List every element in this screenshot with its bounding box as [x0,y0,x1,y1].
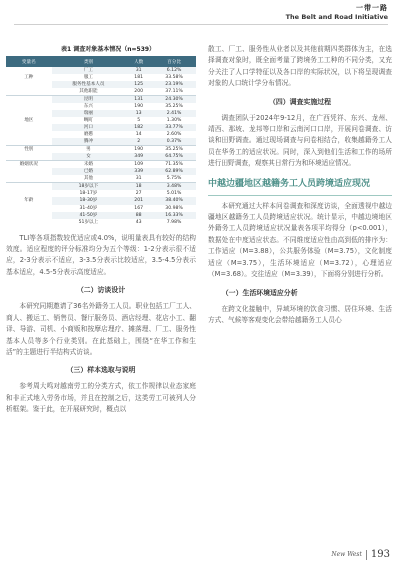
cell-percent: 35.25% [165,104,183,110]
header-column-title: 一带一路 [356,4,388,12]
table-row [6,168,196,175]
cell-percent: 24.30% [152,96,196,104]
table-row [6,67,196,74]
col-header-category: 类别 [52,56,126,67]
table-row [6,197,196,204]
cell-count: 190 [125,146,152,154]
cell-count: 31 [125,67,152,74]
cell-count: 14 [135,132,142,138]
cell-count: 125 [125,81,152,88]
cell-category: 51岁以上 [78,219,99,225]
cell-category: 河口 [52,124,126,131]
col-header-percent: 百分比 [152,56,196,67]
cell-count: 88 [125,212,152,219]
left-paragraph-3: 参考周大鸣对越南劳工的分类方式，依工作规律以业态家庭和非正式地入劳务市场，并且在控制之后，这类劳工可被列人分析框架。鉴于此，在开展研究时，概点以 [6,382,196,414]
cell-variable [6,168,52,175]
header-column-subtitle: The Belt and Road Initiative [285,13,388,21]
right-column [208,44,392,326]
right-paragraph-3: 本研究通过大样本问卷调查和深度访谈，全面透视中越边疆地区越籍务工人员跨境适应状况。统计显示，中越边境地区外籍务工人员跨境适应状况量表各项平均得分（p<0.001），数据处在中度适应状态。不同维度适应性由高到低的排序为：工作适应（M=3.88），公共服务体验（M=3.75），文化制度适应（M=3.75），生活环境适应（M=3.72），心理适应（M=3.68）。交往适应（M=3.39），下面将分别进行分析。 [208,201,392,279]
left-column [6,44,196,416]
cell-category: 东兴 [83,104,94,110]
cell-count: 31 [135,176,142,182]
cell-percent: 0.37% [152,138,196,146]
cell-variable [6,88,52,96]
table-row [6,131,196,138]
table-row [6,212,196,219]
cell-percent: 37.11% [165,89,183,95]
cell-percent: 33.77% [152,124,196,131]
cell-category: 未婚 [52,161,126,169]
table-row [6,183,196,191]
cell-count: 339 [125,168,152,175]
cell-percent: 2.41% [152,110,196,117]
cell-variable [6,190,52,197]
cell-percent: 5.01% [166,191,182,197]
cell-category: 31-40岁 [79,205,98,211]
table-row [6,219,196,226]
cell-percent: 33.58% [165,75,183,81]
cell-percent: 30.98% [165,205,183,211]
cell-variable [6,96,52,104]
cell-variable: 地区 [6,117,52,124]
table-row [6,175,196,183]
cell-count: 18 [125,183,152,191]
right-paragraph-4: 在跨文化接触中，异域环境的饮食习惯、居住环境、生活方式、气候等客观变化会带给越籍务工人员心 [208,304,392,324]
cell-percent: 64.75% [152,153,196,161]
right-paragraph-1: 散工、厂工、服务性从业者以及其他前期四类群体为主，在选择调查对象时，既全面考量了跨境务工工种的不同分类，又充分关注了人口学特征以及各口岸的实际状况，以下将呈现调查对象的人口统计学分布情况。 [208,45,392,88]
cell-count: 2 [125,138,152,146]
cell-variable: 工种 [6,74,52,81]
cell-variable [6,153,52,161]
cell-variable [6,212,52,219]
cell-variable [6,110,52,117]
cell-count: 13 [125,110,152,117]
col-header-count: 人数 [125,56,152,67]
cell-category: 女 [52,153,126,161]
magazine-brand: New West [331,551,362,558]
cell-variable: 年龄 [6,197,52,204]
cell-count: 43 [135,219,142,225]
table-row [6,205,196,212]
table-row [6,124,196,131]
section-title-adaptation: 中越边疆地区越籍务工人员跨境适应现况 [208,178,371,189]
cell-category: 其他职能 [79,89,98,95]
table-row [6,153,196,161]
cell-count: 181 [134,75,144,81]
cell-variable [6,124,52,131]
cell-percent: 3.48% [152,183,196,191]
cell-percent: 23.19% [152,81,196,88]
cell-count: 27 [135,191,142,197]
table-row [6,103,196,110]
col-header-variable: 变量名 [6,56,52,67]
table-row [6,161,196,169]
demographics-table [6,56,196,226]
table-row [6,146,196,154]
cell-count: 5 [137,118,141,124]
section-title-underline [208,195,392,196]
cell-category: 畹町 [83,118,94,124]
cell-category: 腾冲 [52,138,126,146]
cell-category: 18-17岁 [79,191,98,197]
cell-percent: 71.35% [152,161,196,169]
cell-variable [6,103,52,110]
left-paragraph-2: 本研究同期邀请了36名外籍务工人员。职业包括工厂工人、商人、搬运工、销售员、餐厅服务员、酒店经理、花店小工、翻译、导游、司机、小商贩和按摩店理疗、摊落理、厂工、服务性基本人员等多个行业类别。在此基础上，围绕“在华工作和生活”的主题进行半结构式访谈。 [6,302,196,356]
cell-count: 131 [125,96,152,104]
cell-category: 厂工 [52,67,126,74]
table-header-row [6,56,196,67]
cell-variable: 性别 [6,146,52,154]
cell-percent: 7.98% [166,219,182,225]
section-heading-living-environment: （一）生活环境适应分析 [221,288,298,297]
cell-category: 41-50岁 [52,212,126,219]
cell-category: 服务性基本人员 [52,81,126,88]
cell-count: 167 [134,205,144,211]
cell-category: 瑞丽 [52,110,126,117]
cell-variable [6,81,52,88]
cell-variable [6,131,52,138]
page-footer [331,549,390,560]
table-title: 表1 调查对象基本情况（n=539） [60,46,156,53]
cell-category: 其他 [83,176,94,182]
cell-percent: 16.33% [152,212,196,219]
cell-count: 201 [125,197,152,204]
cell-percent: 62.89% [152,168,196,175]
cell-category: 昆明 [52,96,126,104]
cell-category: 18-30岁 [52,197,126,204]
right-paragraph-2: 调查团队于2024年9-12月，在广西凭祥、东兴、龙州、靖西、那坡、龙邦等口岸和云南河口口岸，开展问卷调查、访谈和田野调查。通过现场调查与问卷相结合，收集越籍务工人员在华务工的适应状况。同时，深入到他们生活和工作的场所进行田野调查，观察其日常行为和环境适应情况。 [208,113,392,168]
cell-category: 服工 [83,75,94,81]
cell-count: 190 [134,104,144,110]
cell-count: 109 [125,161,152,169]
cell-variable [6,138,52,146]
cell-category: 男 [52,146,126,154]
cell-variable [6,219,52,226]
table-row [6,190,196,197]
cell-variable [6,205,52,212]
cell-percent: 5.75% [166,176,182,182]
cell-category: 18岁以下 [52,183,126,191]
left-paragraph-1: TLI等各项指数较优适应或4.0%，说明量表具有较好的结构效度。适应程度的评分标准均分为五个等级：1-2分表示很不适应，2-3分表示不适应，3-3.5分表示比较适应，3.5-4.5分表示基本适应，4.5-5分表示高度适应。 [6,233,196,276]
cell-variable [6,183,52,191]
page-header [0,0,402,40]
table-row [6,110,196,117]
header-divider [14,24,388,25]
table-row [6,81,196,88]
table-row [6,74,196,81]
cell-percent: 1.30% [166,118,182,124]
cell-percent: 35.25% [152,146,196,154]
cell-category: 已婚 [52,168,126,175]
cell-percent: 6.12% [152,67,196,74]
section-heading-survey-process: （四）调查实施过程 [268,97,331,106]
cell-variable [6,67,52,74]
section-heading-sample: （三）样本选取与说明 [66,366,136,375]
page-number: 193 [370,549,390,560]
cell-count: 349 [125,153,152,161]
table-row [6,117,196,124]
cell-variable: 婚姻状况 [6,161,52,169]
table-row [6,88,196,96]
cell-count: 182 [125,124,152,131]
cell-variable [6,175,52,183]
cell-count: 200 [134,89,144,95]
cell-category: 磨憨 [83,132,94,138]
cell-percent: 38.40% [152,197,196,204]
footer-divider [366,550,367,560]
cell-percent: 2.60% [166,132,182,138]
table-row [6,138,196,146]
table-body [6,67,196,226]
section-heading-interview: （二）访谈设计 [76,286,126,295]
table-row [6,96,196,104]
